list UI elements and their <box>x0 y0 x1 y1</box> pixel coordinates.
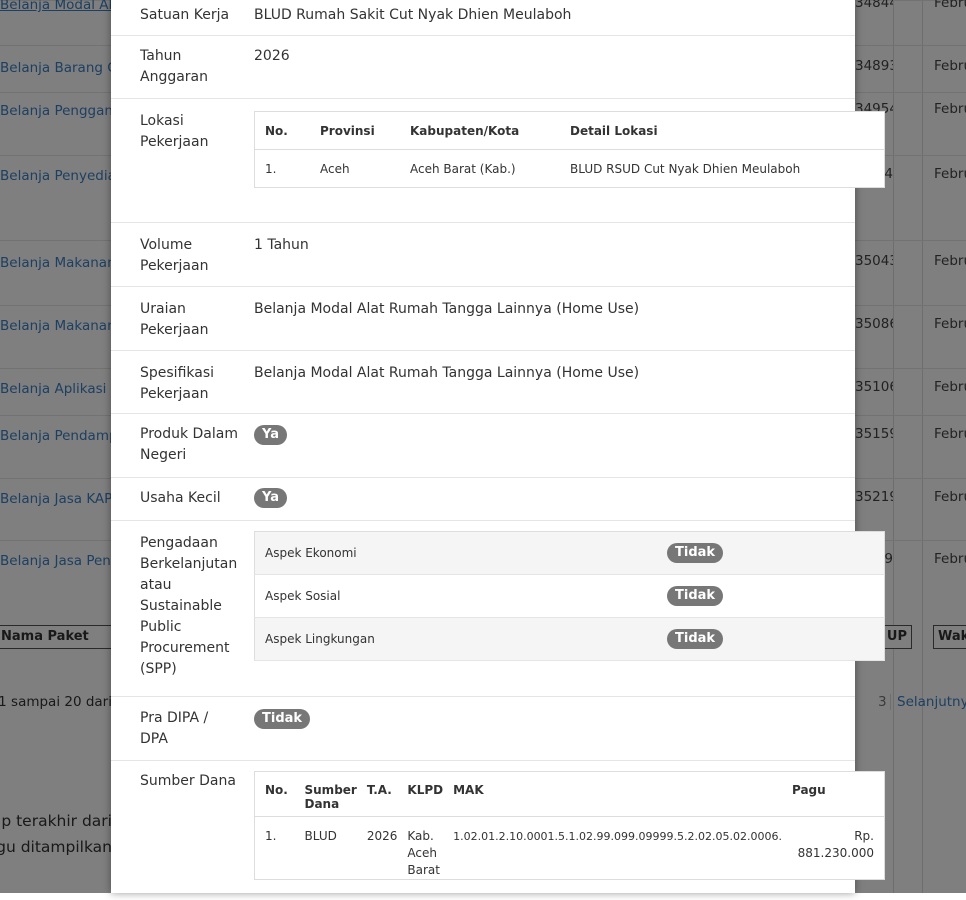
label-usaha-kecil: Usaha Kecil <box>140 490 221 506</box>
table-row <box>255 532 885 575</box>
label-pra-dipa: Pra DIPA / DPA <box>140 710 209 747</box>
lokasi-table <box>254 111 885 188</box>
label-sumber-dana: Sumber Dana <box>140 773 236 789</box>
col-ta: T.A. <box>357 772 398 817</box>
badge-aspek-ekonomi: Tidak <box>667 543 723 563</box>
badge-aspek-lingkungan: Tidak <box>667 629 723 649</box>
value-tahun-anggaran: 2026 <box>254 48 290 64</box>
col-pagu: Pagu <box>782 772 885 817</box>
label-uraian-pekerjaan: Uraian Pekerjaan <box>140 301 209 338</box>
detail-modal <box>111 0 874 893</box>
value-volume-pekerjaan: 1 Tahun <box>254 237 309 253</box>
badge-aspek-sosial: Tidak <box>667 586 723 606</box>
col-detail-lokasi: Detail Lokasi <box>560 112 885 150</box>
table-row <box>255 575 885 618</box>
label-satuan-kerja: Satuan Kerja <box>140 7 230 23</box>
cell-pagu: Rp. 881.230.000 <box>797 829 874 860</box>
col-sumber-dana: Sumber Dana <box>295 772 357 817</box>
col-kabupaten: Kabupaten/Kota <box>400 112 560 150</box>
cell-klpd: Kab. Aceh Barat <box>407 829 440 877</box>
table-row <box>255 817 885 880</box>
value-uraian-pekerjaan: Belanja Modal Alat Rumah Tangga Lainnya (Home Use) <box>254 301 640 317</box>
cell-kabupaten: Aceh Barat (Kab.) <box>410 161 516 176</box>
cell-aspek: Aspek Lingkungan <box>255 618 658 661</box>
col-no: No. <box>255 112 311 150</box>
label-spp: Pengadaan Berkelanjutan atau Sustainable Public Procurement (SPP) <box>140 535 238 677</box>
cell-detail-lokasi: BLUD RSUD Cut Nyak Dhien Meulaboh <box>570 161 801 176</box>
row-spesifikasi-pekerjaan <box>111 350 855 414</box>
cell-no: 1. <box>265 829 277 843</box>
label-spesifikasi-pekerjaan: Spesifikasi Pekerjaan <box>140 365 215 402</box>
spp-table <box>254 531 885 661</box>
row-uraian-pekerjaan <box>111 286 855 351</box>
table-header-row <box>255 112 885 150</box>
badge-usaha-kecil: Ya <box>254 488 287 508</box>
row-tahun-anggaran <box>111 35 855 99</box>
col-klpd: KLPD <box>397 772 443 817</box>
col-no: No. <box>255 772 295 817</box>
cell-sumber-dana: BLUD <box>304 829 337 843</box>
table-row <box>255 618 885 661</box>
row-produk-dalam-negeri <box>111 413 855 478</box>
label-produk-dalam-negeri: Produk Dalam Negeri <box>140 426 238 463</box>
cell-ta: 2026 <box>366 829 398 843</box>
label-volume-pekerjaan: Volume Pekerjaan <box>140 237 209 274</box>
value-satuan-kerja: BLUD Rumah Sakit Cut Nyak Dhien Meulaboh <box>254 7 572 23</box>
col-mak: MAK <box>443 772 782 817</box>
table-header-row <box>255 772 885 817</box>
row-pra-dipa <box>111 696 855 761</box>
row-volume-pekerjaan <box>111 222 855 287</box>
col-provinsi: Provinsi <box>310 112 400 150</box>
cell-aspek: Aspek Ekonomi <box>255 532 658 575</box>
label-lokasi-pekerjaan: Lokasi Pekerjaan <box>140 113 209 150</box>
table-row <box>255 150 885 188</box>
badge-pra-dipa: Tidak <box>254 709 310 729</box>
cell-provinsi: Aceh <box>320 161 350 176</box>
row-usaha-kecil <box>111 477 855 521</box>
row-satuan-kerja <box>111 0 855 36</box>
badge-produk-dalam-negeri: Ya <box>254 425 287 445</box>
value-spesifikasi-pekerjaan: Belanja Modal Alat Rumah Tangga Lainnya (Home Use) <box>254 365 640 381</box>
cell-no: 1. <box>265 161 277 176</box>
cell-aspek: Aspek Sosial <box>255 575 658 618</box>
cell-mak: 1.02.01.2.10.0001.5.1.02.99.099.09999.5.2.02.05.02.0006. <box>453 830 782 843</box>
sumber-dana-table <box>254 771 885 880</box>
label-tahun-anggaran: Tahun Anggaran <box>140 48 209 85</box>
